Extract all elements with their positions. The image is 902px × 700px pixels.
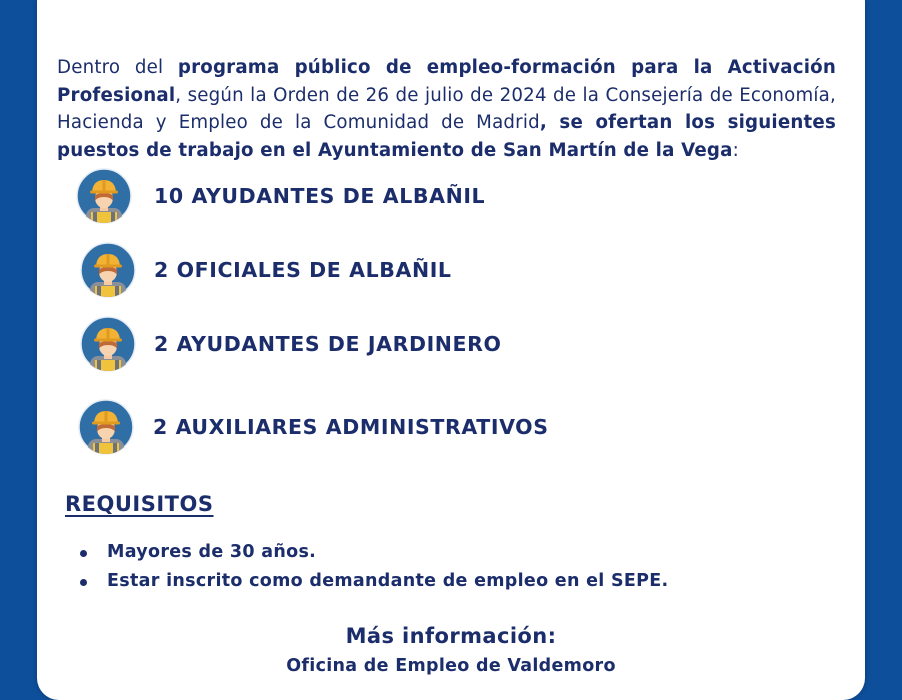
worker-avatar-icon [76,168,132,224]
intro-offer-text: , se ofertan los siguientes puestos de trabajo en el Ayuntamiento de San Martín de la Vega [57,112,836,161]
worker-avatar-icon [80,316,136,372]
requirement-text: Mayores de 30 años. [107,542,317,562]
intro-text-1: Dentro del [57,57,178,79]
requirement-item [78,538,668,567]
job-item [80,240,452,300]
intro-text-2: , según la Orden de 26 de julio de 2024 de la Consejería de Economía, Hacienda y Empleo de la Comunidad de Madrid [57,84,836,134]
requirements-list [78,538,668,596]
job-label: 10 AYUDANTES DE ALBAÑIL [154,184,486,208]
job-item [78,397,549,457]
requirement-item [78,567,668,596]
intro-program-name: programa público de empleo-formación para la Activación Profesional [57,57,837,106]
job-label: 2 OFICIALES DE ALBAÑIL [154,258,452,282]
bullet-icon [80,579,87,586]
bullet-icon [80,550,87,557]
requirements-title: REQUISITOS [65,492,214,516]
job-label: 2 AYUDANTES DE JARDINERO [154,332,502,356]
intro-text-3: : [732,139,739,161]
job-label: 2 AUXILIARES ADMINISTRATIVOS [153,415,549,439]
job-item [80,314,502,374]
job-item [76,166,486,226]
office-name: Oficina de Empleo de Valdemoro [286,656,616,676]
worker-avatar-icon [80,242,136,298]
worker-avatar-icon [78,399,134,455]
intro-paragraph [57,54,836,164]
requirement-text: Estar inscrito como demandante de empleo en el SEPE. [107,571,669,591]
more-info-title: Más información: [345,624,557,648]
